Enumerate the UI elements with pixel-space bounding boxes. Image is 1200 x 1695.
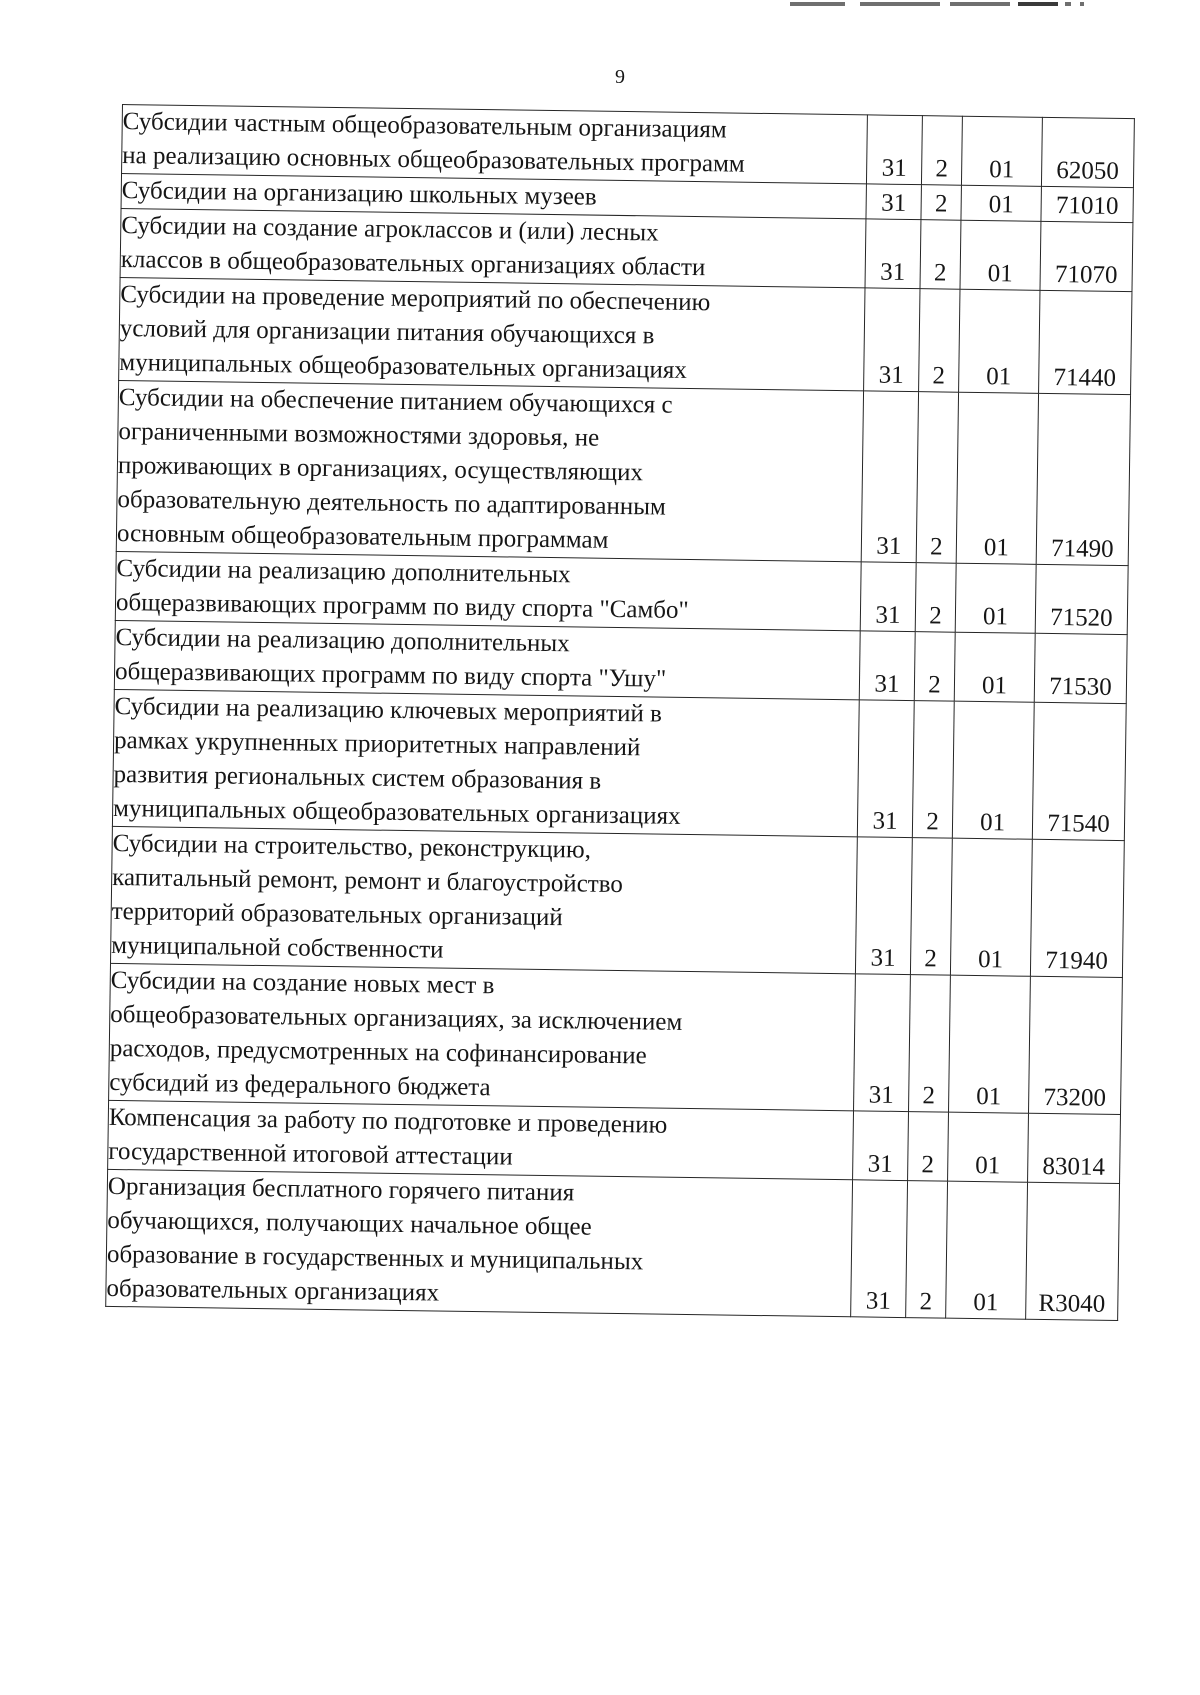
direction-code-cell: 83014 bbox=[1028, 1113, 1121, 1183]
table-body bbox=[106, 105, 1135, 1321]
measure-code-cell: 01 bbox=[954, 632, 1035, 702]
program-code-cell: 31 bbox=[864, 288, 920, 392]
row-description: Субсидии на проведение мероприятий по обеспечению условий для организации питания обучающихся в муниципальных общеобразовательных организациях bbox=[119, 277, 865, 390]
table-row bbox=[110, 826, 1124, 977]
measure-code-cell: 01 bbox=[949, 975, 1031, 1113]
program-code-cell: 31 bbox=[857, 700, 914, 838]
direction-code-cell: 71490 bbox=[1036, 393, 1130, 565]
direction-code-cell: 71530 bbox=[1034, 633, 1127, 703]
subprogram-code-cell: 2 bbox=[919, 289, 960, 393]
program-code-cell: 31 bbox=[860, 562, 916, 632]
table-row bbox=[109, 963, 1123, 1114]
program-code-cell: 31 bbox=[854, 974, 911, 1112]
budget-classification-table bbox=[105, 104, 1135, 1321]
measure-code-cell: 01 bbox=[950, 838, 1032, 976]
direction-code-cell: R3040 bbox=[1026, 1182, 1120, 1320]
document-sheet bbox=[105, 104, 1134, 1321]
row-description: Субсидии частным общеобразовательным организациям на реализацию основных общеобразовательных программ bbox=[122, 105, 868, 184]
row-description: Субсидии на строительство, реконструкцию, капитальный ремонт, ремонт и благоустройство территорий образовательных организаций муниципальной собственности bbox=[110, 826, 857, 973]
measure-code-cell: 01 bbox=[952, 701, 1034, 839]
scan-artifact bbox=[790, 0, 1090, 8]
subprogram-code-cell: 2 bbox=[920, 220, 961, 290]
row-description: Организация бесплатного горячего питания обучающихся, получающих начальное общее образование в государственных и муниципальных образовательных организациях bbox=[106, 1169, 853, 1316]
program-code-cell: 31 bbox=[866, 184, 921, 220]
direction-code-cell: 71520 bbox=[1035, 564, 1128, 634]
direction-code-cell: 71010 bbox=[1041, 186, 1133, 222]
program-code-cell: 31 bbox=[851, 1180, 908, 1318]
subprogram-code-cell: 2 bbox=[921, 185, 961, 221]
program-code-cell: 31 bbox=[855, 837, 912, 975]
measure-code-cell: 01 bbox=[956, 392, 1038, 564]
row-description: Компенсация за работу по подготовке и проведению государственной итоговой аттестации bbox=[108, 1100, 854, 1179]
row-description: Субсидии на обеспечение питанием обучающихся с ограниченными возможностями здоровья, не проживающих в организациях, осуществляющих образовательную деятельность по адаптированным основным общеобразовательным программам bbox=[116, 380, 863, 561]
subprogram-code-cell: 2 bbox=[914, 632, 955, 702]
measure-code-cell: 01 bbox=[961, 116, 1042, 186]
program-code-cell: 31 bbox=[865, 219, 921, 289]
direction-code-cell: 62050 bbox=[1041, 117, 1134, 187]
measure-code-cell: 01 bbox=[955, 563, 1036, 633]
direction-code-cell: 71440 bbox=[1039, 290, 1132, 394]
table-row bbox=[116, 380, 1130, 565]
subprogram-code-cell: 2 bbox=[915, 563, 956, 633]
subprogram-code-cell: 2 bbox=[906, 1181, 948, 1319]
subprogram-code-cell: 2 bbox=[912, 701, 954, 839]
measure-code-cell: 01 bbox=[959, 289, 1040, 393]
measure-code-cell: 01 bbox=[948, 1112, 1029, 1182]
measure-code-cell: 01 bbox=[960, 220, 1041, 290]
program-code-cell: 31 bbox=[866, 115, 922, 185]
subprogram-code-cell: 2 bbox=[916, 392, 958, 564]
row-description: Субсидии на организацию школьных музеев bbox=[121, 174, 866, 219]
table-row bbox=[119, 277, 1132, 394]
subprogram-code-cell: 2 bbox=[910, 838, 952, 976]
row-description: Субсидии на создание агроклассов и (или) лесных классов в общеобразовательных организациях области bbox=[120, 208, 866, 287]
direction-code-cell: 71540 bbox=[1032, 702, 1126, 840]
program-code-cell: 31 bbox=[861, 391, 918, 563]
subprogram-code-cell: 2 bbox=[921, 116, 962, 186]
program-code-cell: 31 bbox=[853, 1111, 909, 1181]
measure-code-cell: 01 bbox=[946, 1181, 1028, 1319]
row-description: Субсидии на реализацию ключевых мероприятий в рамках укрупненных приоритетных направлений развития региональных систем образования в муниципальных общеобразовательных организациях bbox=[112, 689, 859, 836]
table-row bbox=[112, 689, 1126, 840]
table-row bbox=[106, 1169, 1120, 1320]
subprogram-code-cell: 2 bbox=[909, 975, 951, 1113]
page-number: 9 bbox=[615, 66, 625, 88]
direction-code-cell: 71070 bbox=[1040, 221, 1133, 291]
row-description: Субсидии на создание новых мест в общеобразовательных организациях, за исключением расходов, предусмотренных на софинансирование субсидий из федерального бюджета bbox=[109, 963, 856, 1110]
row-description: Субсидии на реализацию дополнительных общеразвивающих программ по виду спорта "Ушу" bbox=[114, 620, 860, 699]
row-description: Субсидии на реализацию дополнительных общеразвивающих программ по виду спорта "Самбо" bbox=[115, 551, 861, 630]
subprogram-code-cell: 2 bbox=[908, 1112, 949, 1182]
direction-code-cell: 73200 bbox=[1028, 976, 1122, 1114]
measure-code-cell: 01 bbox=[961, 185, 1041, 221]
direction-code-cell: 71940 bbox=[1030, 839, 1124, 977]
program-code-cell: 31 bbox=[859, 631, 915, 701]
